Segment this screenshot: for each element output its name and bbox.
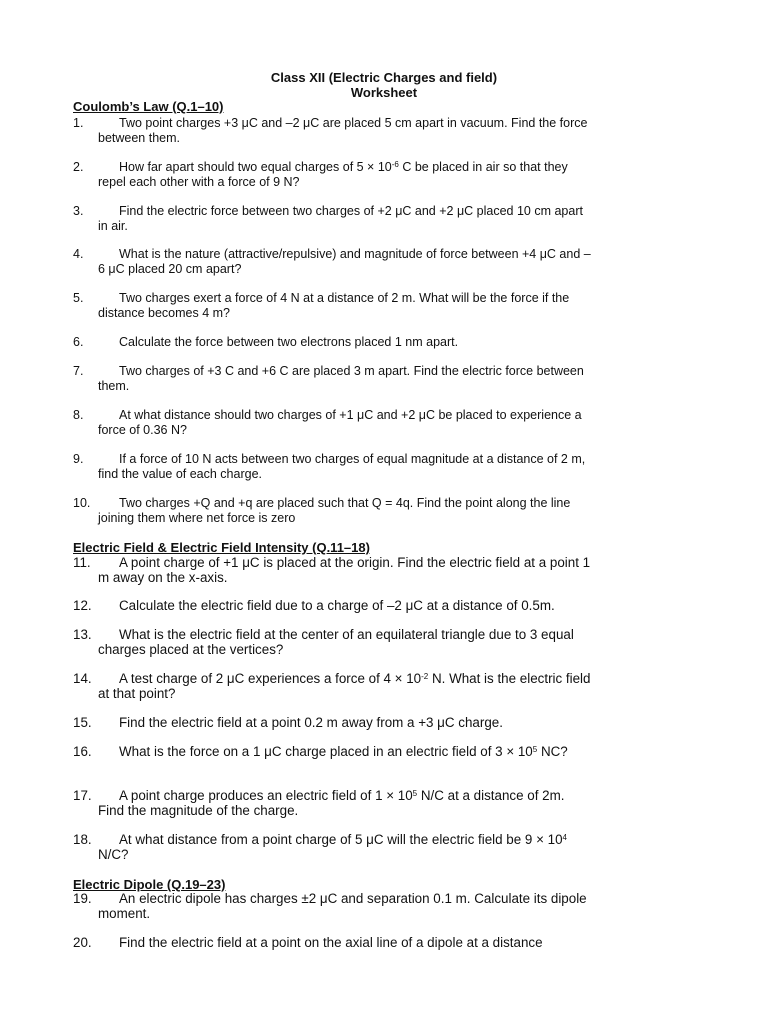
question-item <box>73 715 593 730</box>
question-text: What is the nature (attractive/repulsive) and magnitude of force between +4 μC and –6 μC placed 20 cm apart? <box>98 247 591 276</box>
question-text: How far apart should two equal charges of $5 \times 10^{-6}$ C be placed in air so that they repel each other with a force of 9 N? <box>98 160 568 189</box>
question-number: 1. <box>73 116 84 130</box>
question-item <box>73 627 593 657</box>
question-item <box>73 247 593 277</box>
question-number: 9. <box>73 452 84 466</box>
question-text: Calculate the electric field due to a charge of –2 μC at a distance of 0.5m. <box>119 598 555 613</box>
question-number: 7. <box>73 364 84 378</box>
section-heading-coulombs-law: Coulomb’s Law (Q.1–10) <box>73 99 224 114</box>
question-number: 4. <box>73 247 84 261</box>
question-text: If a force of 10 N acts between two charges of equal magnitude at a distance of 2 m, find the value of each charge. <box>98 452 586 481</box>
question-text: An electric dipole has charges ±2 μC and separation 0.1 m. Calculate its dipole moment. <box>98 891 587 921</box>
question-text: At what distance from a point charge of 5 μC will the electric field be $9 \times 10^4$ N/C? <box>98 832 567 862</box>
question-text: A test charge of 2 μC experiences a force of $4 \times 10^{-2}$ N. What is the electric field at that point? <box>98 671 591 701</box>
question-item <box>73 291 593 321</box>
question-item <box>73 496 593 526</box>
question-number: 5. <box>73 291 84 305</box>
worksheet-subtitle: Worksheet <box>350 85 418 100</box>
question-text: Two charges +Q and +q are placed such that Q = 4q. Find the point along the line joining them where net force is zero <box>98 496 571 525</box>
question-number: 14. <box>73 671 92 686</box>
question-number: 11. <box>73 555 91 570</box>
question-text: Two charges exert a force of 4 N at a distance of 2 m. What will be the force if the distance becomes 4 m? <box>98 291 570 320</box>
question-text: What is the force on a 1 μC charge placed in an electric field of $3 \times 10^5$ NC? <box>119 744 568 759</box>
question-item <box>73 116 593 146</box>
question-item <box>73 935 593 950</box>
question-number: 15. <box>73 715 92 730</box>
question-item <box>73 160 593 190</box>
question-number: 12. <box>73 598 92 613</box>
question-text: Find the electric force between two charges of +2 μC and +2 μC placed 10 cm apart in air. <box>98 204 583 233</box>
question-text: At what distance should two charges of +1 μC and +2 μC be placed to experience a force of 0.36 N? <box>98 408 582 437</box>
question-item <box>73 832 593 862</box>
question-text: A point charge of +1 μC is placed at the origin. Find the electric field at a point 1 m away on the x-axis. <box>98 555 591 585</box>
question-item <box>73 891 593 921</box>
worksheet-title: Class XII (Electric Charges and field) <box>270 70 498 85</box>
question-item <box>73 408 593 438</box>
question-item <box>73 364 593 394</box>
question-item <box>73 671 593 701</box>
question-text: Two point charges +3 μC and –2 μC are placed 5 cm apart in vacuum. Find the force between them. <box>98 116 588 145</box>
question-text: Two charges of +3 C and +6 C are placed 3 m apart. Find the electric force between them. <box>98 364 584 393</box>
question-item <box>73 204 593 234</box>
question-item <box>73 744 593 759</box>
question-number: 3. <box>73 204 84 218</box>
question-number: 20. <box>73 935 92 950</box>
section-heading-electric-field: Electric Field & Electric Field Intensity (Q.11–18) <box>73 540 370 555</box>
question-number: 6. <box>73 335 84 349</box>
section-heading-electric-dipole: Electric Dipole (Q.19–23) <box>73 877 226 892</box>
question-number: 2. <box>73 160 84 174</box>
question-item <box>73 555 593 585</box>
question-text: Calculate the force between two electrons placed 1 nm apart. <box>119 335 459 349</box>
question-number: 13. <box>73 627 92 642</box>
question-text: A point charge produces an electric field of $1 \times 10^5$ N/C at a distance of 2m. Find the magnitude of the charge. <box>98 788 565 818</box>
question-number: 19. <box>73 891 92 906</box>
question-item <box>73 598 593 613</box>
question-number: 10. <box>73 496 91 510</box>
question-item <box>73 452 593 482</box>
question-number: 18. <box>73 832 92 847</box>
question-number: 16. <box>73 744 92 759</box>
question-number: 8. <box>73 408 84 422</box>
question-text: What is the electric field at the center of an equilateral triangle due to 3 equal charges placed at the vertices? <box>98 627 574 657</box>
question-text: Find the electric field at a point 0.2 m away from a +3 μC charge. <box>119 715 503 730</box>
question-item <box>73 335 593 350</box>
question-item <box>73 788 593 818</box>
question-text: Find the electric field at a point on the axial line of a dipole at a distance <box>119 935 543 950</box>
question-number: 17. <box>73 788 92 803</box>
